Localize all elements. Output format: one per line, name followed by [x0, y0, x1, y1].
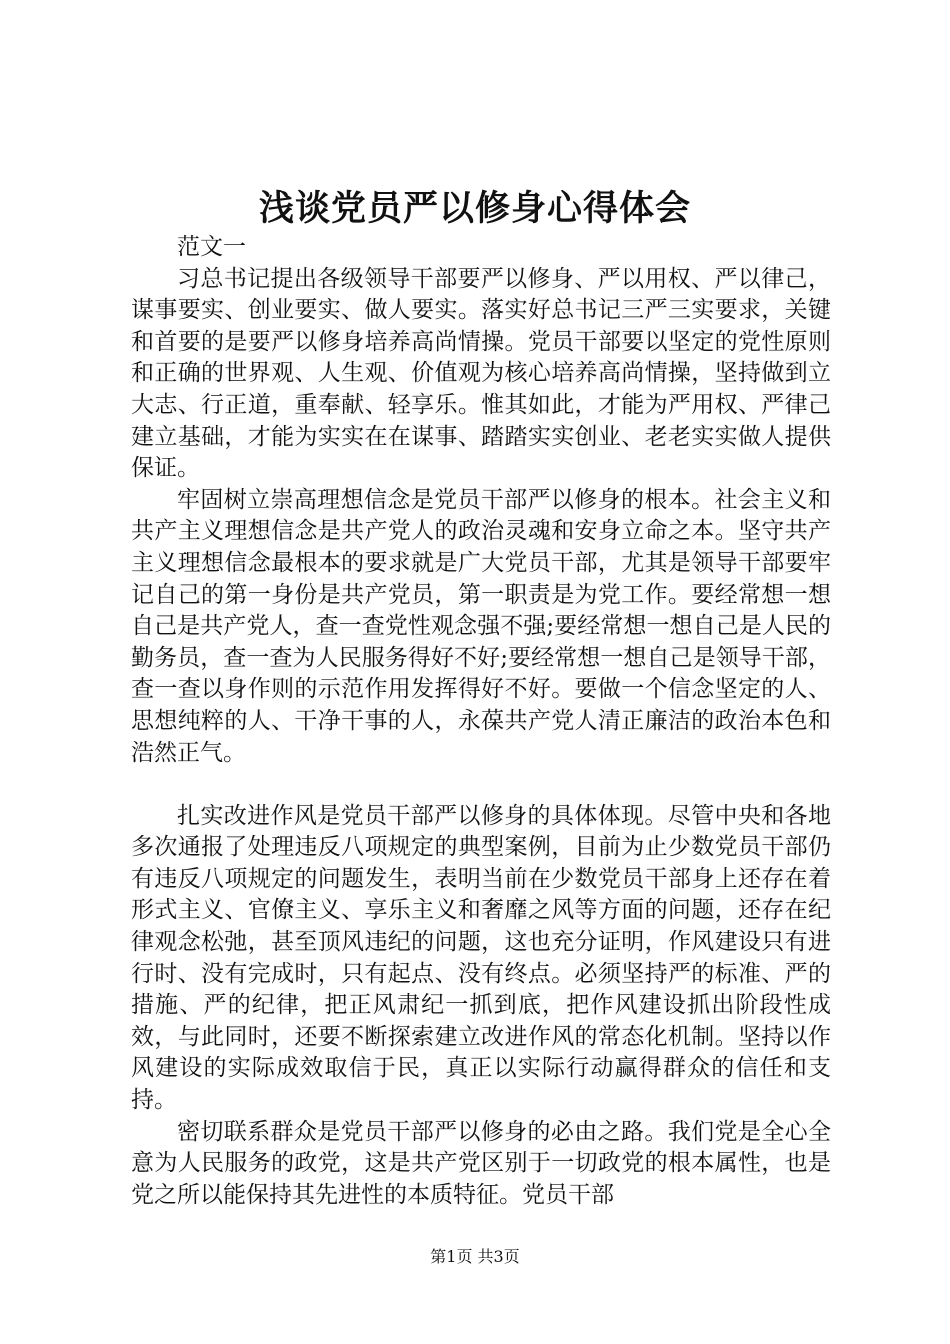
paragraph-spacer	[131, 769, 831, 801]
paragraph-1: 习总书记提出各级领导干部要严以修身、严以用权、严以律己，谋事要实、创业要实、做人要实。落实好总书记三严三实要求，关键和首要的是要严以修身培养高尚情操。党员干部要以坚定的党性原则和正确的世界观、人生观、价值观为核心培养高尚情操，坚持做到立大志、行正道，重奉献、轻享乐。惟其如此，才能为严用权、严律己建立基础，才能为实实在在谋事、踏踏实实创业、老老实实做人提供保证。	[131, 265, 831, 482]
section-label: 范文一	[177, 234, 246, 260]
page-footer: 第1页 共3页	[430, 1247, 520, 1266]
document-title: 浅谈党员严以修身心得体会	[258, 188, 691, 229]
paragraph-2: 牢固树立崇高理想信念是党员干部严以修身的根本。社会主义和共产主义理想信念是共产党人的政治灵魂和安身立命之本。坚守共产主义理想信念最根本的要求就是广大党员干部，尤其是领导干部要牢记自己的第一身份是共产党员，第一职责是为党工作。要经常想一想自己是共产党人，查一查党性观念强不强;要经常想一想自己是人民的勤务员，查一查为人民服务得好不好;要经常想一想自己是领导干部，查一查以身作则的示范作用发挥得好不好。要做一个信念坚定的人、思想纯粹的人、干净干事的人，永葆共产党人清正廉洁的政治本色和浩然正气。	[131, 486, 831, 766]
document-body	[131, 232, 831, 1211]
paragraph-3: 扎实改进作风是党员干部严以修身的具体体现。尽管中央和各地多次通报了处理违反八项规定的典型案例，目前为止少数党员干部仍有违反八项规定的问题发生，表明当前在少数党员干部身上还存在着形式主义、官僚主义、享乐主义和奢靡之风等方面的问题，还存在纪律观念松弛，甚至顶风违纪的问题，这也充分证明，作风建设只有进行时、没有完成时，只有起点、没有终点。必须坚持严的标准、严的措施、严的纪律，把正风肃纪一抓到底，把作风建设抓出阶段性成效，与此同时，还要不断探索建立改进作风的常态化机制。坚持以作风建设的实际成效取信于民，真正以实际行动赢得群众的信任和支持。	[131, 802, 831, 1114]
paragraph-4: 密切联系群众是党员干部严以修身的必由之路。我们党是全心全意为人民服务的政党，这是共产党区别于一切政党的根本属性，也是党之所以能保持其先进性的本质特征。党员干部	[131, 1118, 831, 1208]
